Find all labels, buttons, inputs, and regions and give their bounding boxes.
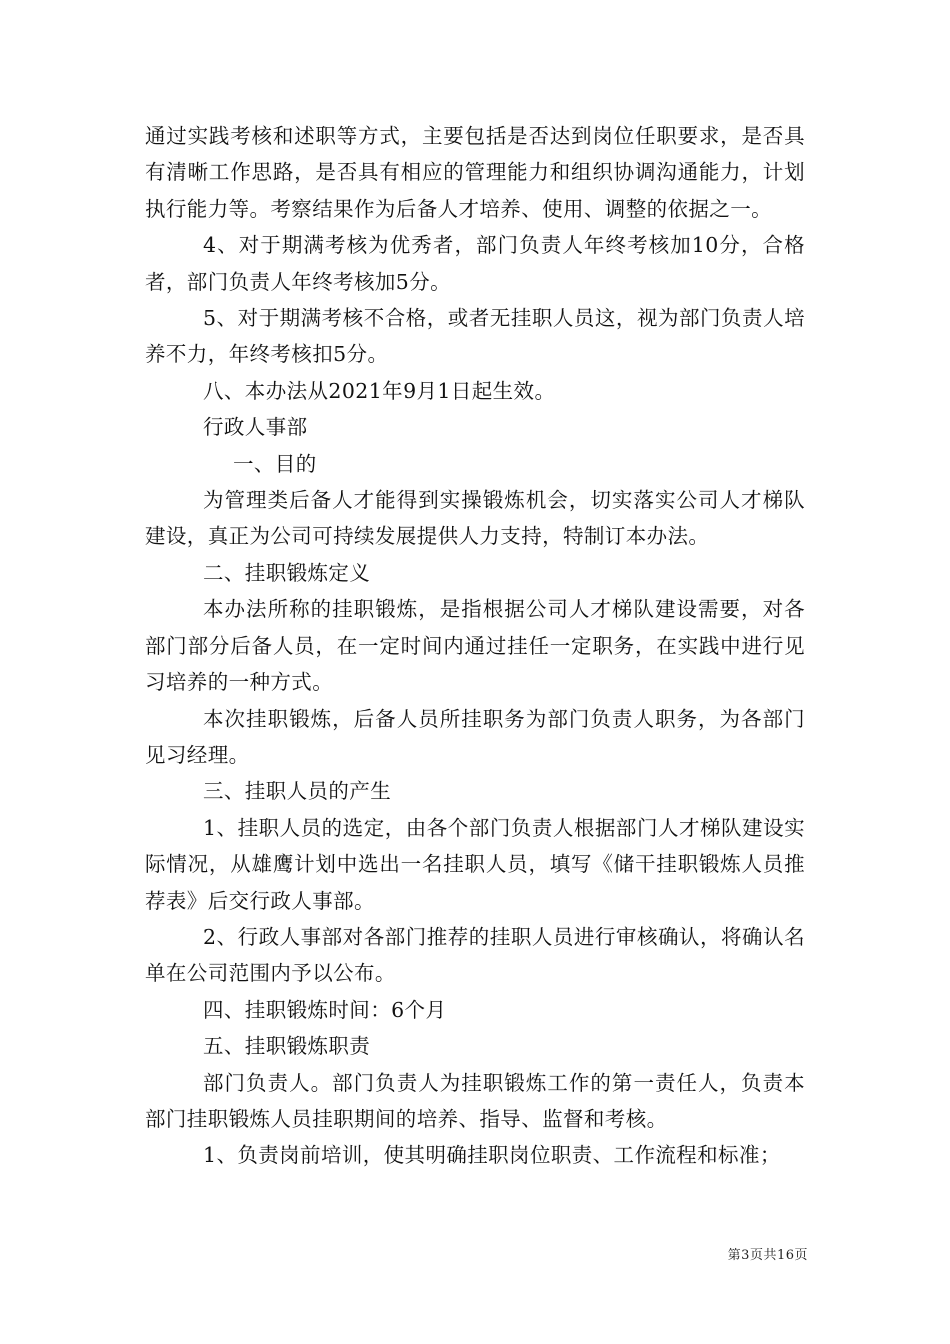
section-heading-definition: 二、挂职锻炼定义 xyxy=(203,560,371,585)
paragraph-definition: 本办法所称的挂职锻炼，是指根据公司人才梯队建设需要，对各部门部分后备人员，在一定时间内通过挂任一定职务，在实践中进行见习培养的一种方式。 xyxy=(145,597,805,695)
paragraph-responsibility-item-1: 1、负责岗前培训，使其明确挂职岗位职责、工作流程和标准； xyxy=(203,1143,781,1168)
section-heading-responsibilities: 五、挂职锻炼职责 xyxy=(203,1034,371,1059)
page-number-footer: 第3页共16页 xyxy=(727,1248,808,1263)
section-heading-purpose: 一、目的 xyxy=(233,451,317,476)
paragraph-manager-responsibility: 部门负责人。部门负责人为挂职锻炼工作的第一责任人，负责本部门挂职锻炼人员挂职期间的培养、指导、监督和考核。 xyxy=(145,1070,805,1131)
section-heading-selection: 三、挂职人员的产生 xyxy=(203,779,392,804)
paragraph-department-signature: 行政人事部 xyxy=(203,415,308,440)
document-body xyxy=(145,118,805,1174)
paragraph-purpose: 为管理类后备人才能得到实操锻炼机会，切实落实公司人才梯队建设，真正为公司可持续发展提供人力支持，特制订本办法。 xyxy=(145,488,805,549)
paragraph-selection-item-2: 2、行政人事部对各部门推荐的挂职人员进行审核确认，将确认名单在公司范围内予以公布。 xyxy=(145,924,805,986)
paragraph-position-scope: 本次挂职锻炼，后备人员所挂职务为部门负责人职务，为各部门见习经理。 xyxy=(145,706,805,767)
paragraph-selection-item-1: 1、挂职人员的选定，由各个部门负责人根据部门人才梯队建设实际情况，从雄鹰计划中选出一名挂职人员，填写《储干挂职锻炼人员推荐表》后交行政人事部。 xyxy=(145,815,805,913)
paragraph-item-4-excellent: 4、对于期满考核为优秀者，部门负责人年终考核加10分，合格者，部门负责人年终考核加5分。 xyxy=(145,233,805,294)
paragraph-item-5-fail: 5、对于期满考核不合格，或者无挂职人员这，视为部门负责人培养不力，年终考核扣5分。 xyxy=(145,306,805,367)
paragraph-assessment-method: 通过实践考核和述职等方式，主要包括是否达到岗位任职要求，是否具有清晰工作思路，是否具有相应的管理能力和组织协调沟通能力，计划执行能力等。考察结果作为后备人才培养、使用、调整的依据之一。 xyxy=(145,124,805,221)
paragraph-effective-date: 八、本办法从2021年9月1日起生效。 xyxy=(203,378,556,403)
section-heading-duration: 四、挂职锻炼时间：6个月 xyxy=(203,997,447,1022)
